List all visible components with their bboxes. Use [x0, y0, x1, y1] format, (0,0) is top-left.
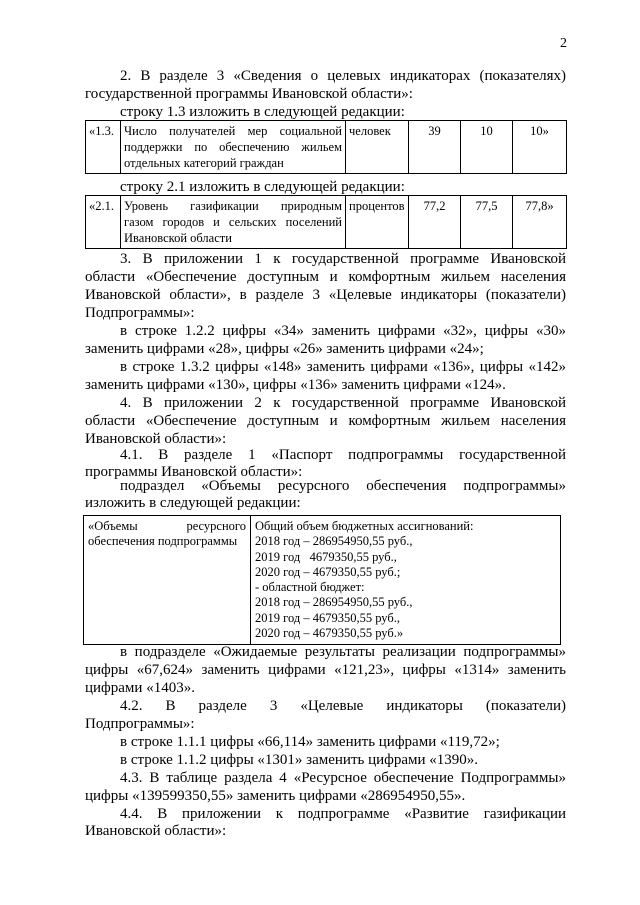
cell-line: Общий объем бюджетных ассигнований: [255, 519, 474, 533]
body-line: программы Ивановской области»: [85, 464, 303, 480]
body-line: подраздел «Объемы ресурсного обеспечения подпрограммы» [120, 478, 566, 494]
row-number-cell: «1.3. [86, 121, 121, 174]
indicator-name-cell [121, 121, 346, 174]
body-line: в строке 1.2.2 цифры «34» заменить цифрами «32», цифры «30» [120, 323, 566, 339]
value-cell: 39 [409, 121, 461, 174]
cell-line: 2020 год – 4679350,55 руб.; [255, 564, 401, 579]
cell-line: 2018 год – 286954950,55 руб., [255, 595, 413, 610]
body-line: в строке 1.1.2 цифры «1301» заменить цифрами «1390». [120, 752, 479, 768]
cell-line: отдельных категорий граждан [124, 156, 284, 170]
body-line: в подразделе «Ожидаемые результаты реализации подпрограммы» [120, 644, 566, 660]
body-line: строку 1.3 изложить в следующей редакции: [120, 104, 405, 120]
body-line: 4.1. В разделе 1 «Паспорт подпрограммы государственной [120, 447, 566, 463]
cell-line: поддержки по обеспечению жильем [124, 140, 342, 154]
cell-line: «Объемы ресурсного [88, 519, 246, 533]
value-cell: 77,8» [513, 196, 567, 249]
body-line: Ивановской области»: [85, 431, 227, 447]
value-cell: 77,2 [409, 196, 461, 249]
body-line: заменить цифрами «28», цифры «26» заменить цифрами «24»; [85, 341, 484, 357]
value-cell: 77,5 [461, 196, 513, 249]
cell-line: 2018 год – 286954950,55 руб., [255, 534, 413, 549]
resource-table [83, 515, 561, 645]
unit-cell: процентов [346, 196, 409, 249]
body-line: 4.3. В таблице раздела 4 «Ресурсное обеспечение Подпрограммы» [120, 770, 566, 786]
cell-line: Ивановской области [124, 231, 232, 245]
cell-line: 2020 год – 4679350,55 руб.» [255, 626, 404, 641]
body-line: заменить цифрами «130», цифры «136» заменить цифрами «124». [85, 377, 506, 393]
value-cell: 10» [513, 121, 567, 174]
body-line: Ивановской области», в разделе 3 «Целевые индикаторы (показатели) [85, 287, 566, 303]
body-line: 3. В приложении 1 к государственной программе Ивановской [120, 251, 566, 267]
body-line: 2. В разделе 3 «Сведения о целевых индикаторах (показателях) [120, 68, 566, 84]
cell-line: газом городов и сельских поселений [124, 215, 342, 229]
body-line: государственной программы Ивановской области»: [85, 86, 413, 102]
indicator-table-row-2-1 [85, 195, 567, 249]
page-number: 2 [560, 36, 567, 51]
body-line: 4.4. В приложении к подпрограмме «Развитие газификации [120, 806, 566, 822]
cell-line: - областной бюджет: [255, 580, 365, 595]
body-line: области «Обеспечение доступным и комфортным жильем населения [85, 269, 566, 285]
body-line: 4.2. В разделе 3 «Целевые индикаторы (показатели) [120, 698, 566, 714]
resource-values-cell [251, 516, 561, 645]
indicator-table-row-1-3 [85, 120, 567, 174]
body-line: 4. В приложении 2 к государственной программе Ивановской [120, 395, 566, 411]
unit-cell: человек [346, 121, 409, 174]
body-line: Ивановской области»: [85, 823, 227, 839]
body-line: в строке 1.1.1 цифры «66,114» заменить цифрами «119,72»; [120, 734, 500, 750]
resource-label-cell [84, 516, 251, 645]
cell-line: 2019 год – 4679350,55 руб., [255, 610, 400, 625]
body-line: цифры «139599350,55» заменить цифрами «286954950,55». [85, 788, 466, 804]
body-line: в строке 1.3.2 цифры «148» заменить цифрами «136», цифры «142» [120, 359, 566, 375]
cell-line: 2019 год 4679350,55 руб., [255, 549, 397, 564]
indicator-name-cell [121, 196, 346, 249]
cell-line: Число получателей мер социальной [124, 124, 342, 138]
body-line: цифрами «1403». [85, 680, 195, 696]
body-line: цифры «67,624» заменить цифрами «121,23», цифры «1314» заменить [85, 662, 566, 678]
cell-line: Уровень газификации природным [124, 199, 342, 213]
body-line: строку 2.1 изложить в следующей редакции: [120, 179, 405, 195]
value-cell: 10 [461, 121, 513, 174]
body-line: области «Обеспечение доступным и комфортным жильем населения [85, 413, 566, 429]
body-line: Подпрограммы»: [85, 305, 195, 321]
body-line: изложить в следующей редакции: [85, 495, 301, 511]
cell-line: обеспечения подпрограммы [88, 534, 238, 549]
row-number-cell: «2.1. [86, 196, 121, 249]
body-line: Подпрограммы»: [85, 716, 195, 732]
